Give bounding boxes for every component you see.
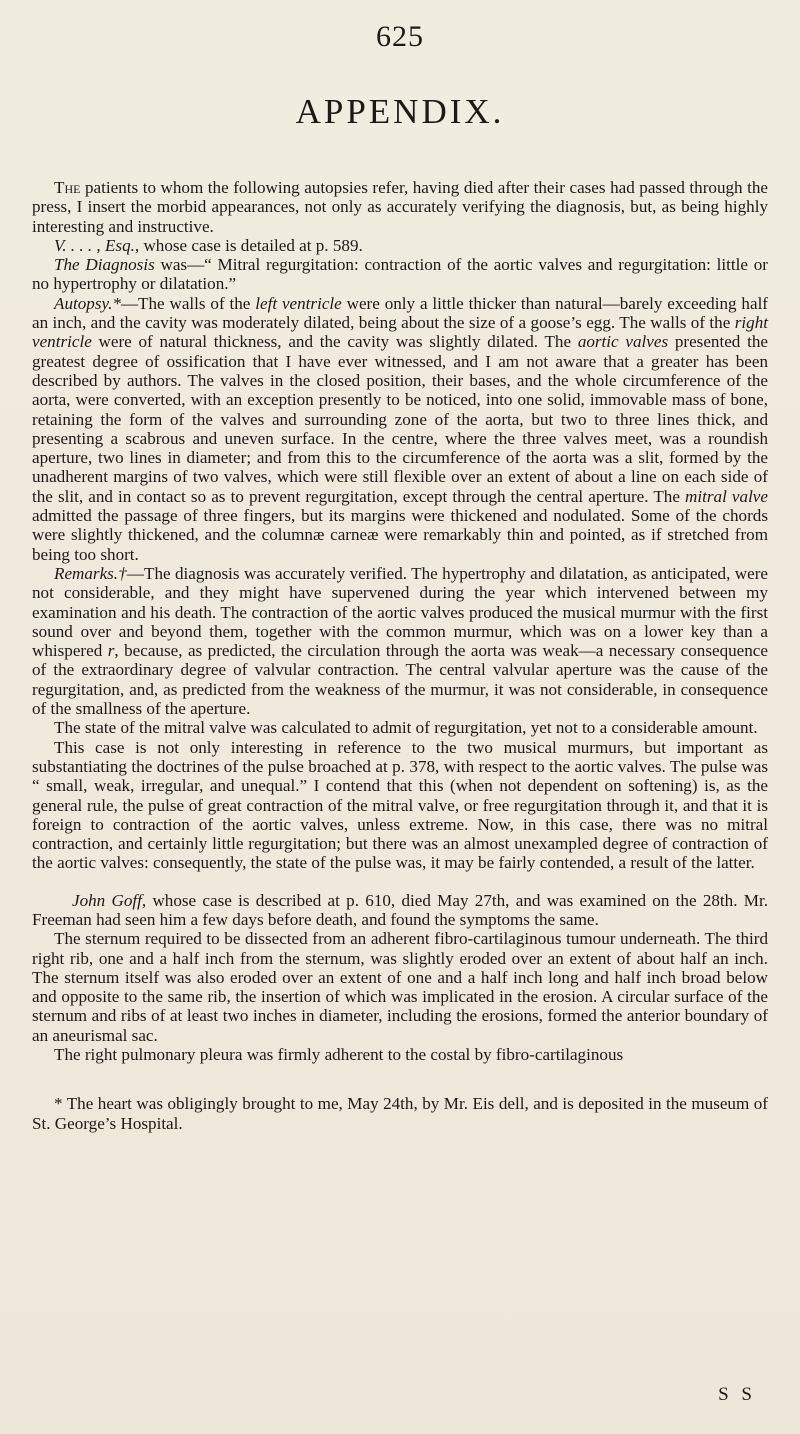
paragraph-text: patients to whom the following autopsies refer, having died after their cases had passed through the press, I insert the morbid appearances, not only as accurately verifying the diagnosis, but, as being highly interesting and instructive. (32, 178, 769, 236)
body-text (32, 178, 768, 1133)
italic-term: r (107, 641, 115, 661)
paragraph-case-interest: This case is not only interesting in reference to the two musical murmurs, but important as substantiating the doctrines of the pulse broached at p. 378, with respect to the aortic valves. The pulse was “ small, weak, irregular, and unequal.” I contend that this (when not dependent on softening) is, as the general rule, the pulse of great contraction of the mitral valve, or free regurgitation through it, and that it is foreign to contraction of the aortic valves, unless extreme. Now, in this case, there was no mitral contraction, and certainly little regurgitation; but there was an almost unexampled degree of contraction of the aortic valves: consequently, the state of the pulse was, it may be fairly contended, a result of the latter. (32, 737, 768, 873)
paragraph-mitral: The state of the mitral valve was calculated to admit of regurgitation, yet not to a considerable amount. (54, 718, 758, 738)
paragraph-sternum: The sternum required to be dissected from an adherent fibro-cartilaginous tumour underneath. The third right rib, one and a half inch from the sternum, was slightly eroded over an extent of about half an inch. The sternum itself was also eroded over an extent of one and a half inch long and half inch broad below and opposite to the same rib, the insertion of which was implicated in the erosion. A circular surface of the sternum and ribs of at least two inches in diameter, including the erosions, formed the anterior boundary of an aneurismal sac. (32, 929, 768, 1045)
text-run: were of natural thickness, and the cavity was slightly dilated. The (98, 332, 572, 352)
section-label: Remarks.† (54, 563, 127, 583)
text-run: admitted the passage of three fingers, but its margins were thickened and nodulated. Some of the chords were slightly thickened, and the columnæ carneæ were remarkably thin and pointed, as if stretched from being too short. (32, 506, 768, 564)
paragraph-intro (32, 178, 768, 236)
paragraph-autopsy (32, 294, 768, 564)
page-heading: APPENDIX. (295, 92, 505, 131)
italic-term: left ventricle (255, 293, 342, 313)
drop-word: The (54, 178, 81, 197)
footnote: * The heart was obligingly brought to me, May 24th, by Mr. Eis dell, and is deposited in the museum of St. George’s Hospital. (32, 1094, 768, 1133)
paragraph-text: whose case is detailed at p. 589. (143, 235, 363, 255)
page-number: 625 (376, 20, 424, 53)
paragraph-goff (32, 891, 768, 930)
text-run: , because, as predicted, the circulation through the aorta was weak—a necessary consequence of the extraordinary degree of valvular contraction. The central valvular aperture was the cause of the regurgitation, and, as predicted from the weakness of the murmur, it was not considerable, in consequence of the smallness of the aperture. (32, 641, 768, 719)
paragraph-remarks (32, 564, 768, 718)
section-label: Autopsy.* (54, 293, 121, 313)
patient-name: John Goff, (72, 890, 147, 910)
text-run: were only a little thicker than natural—barely exceeding half an inch, and the cavity was moderately dilated, being about the size of a goose’s egg. The walls of the (32, 293, 769, 333)
signature-mark: S S (718, 1384, 756, 1405)
paragraph-patient (32, 236, 768, 255)
paragraph-diagnosis (32, 255, 768, 294)
patient-name: V. . . . , Esq., (54, 235, 140, 255)
paragraph-text: was—“ Mitral regurgitation: contraction of the aortic valves and regurgitation: little or no hypertrophy or dilatation.” (32, 255, 768, 294)
italic-term: right ventricle (32, 313, 768, 352)
paragraph-text: whose case is described at p. 610, died May 27th, and was examined on the 28th. Mr. Freeman had seen him a few days before death, and found the symptoms the same. (32, 890, 768, 929)
italic-term: aortic valves (577, 332, 669, 352)
italic-term: mitral valve (685, 486, 768, 506)
paragraph-pleura: The right pulmonary pleura was firmly adherent to the costal by fibro-cartilaginous (54, 1045, 624, 1065)
section-label: The Diagnosis (54, 255, 155, 275)
text-run: —The walls of the (120, 293, 251, 313)
text-run: —The diagnosis was accurately verified. The hypertrophy and dilatation, as anticipated, were not considerable, and they might have supervened during the year which intervened between my examination and his death. The contraction of the aortic valves produced the musical murmur with the first sound over and beyond them, together with the common murmur, which was on a lower key than a whispered (32, 563, 768, 661)
text-run: presented the greatest degree of ossification that I have ever witnessed, and I am not aware that a greater has been described by authors. The valves in the closed position, their bases, and the whole circumference of the aorta, were converted, with an exception presently to be noticed, into one solid, immovable mass of bone, retaining the form of the valves and surrounding zone of the aorta, but two to three lines thick, and presenting a scabrous and uneven surface. In the centre, where the three valves meet, was a roundish aperture, two lines in diameter; and from this to the circumference of the aorta was a slit, formed by the unadherent margins of two valves, which were still flexible over an extent of about a line on each side of the slit, and in contact so as to prevent regurgitation, except through the central aperture. The (32, 332, 768, 506)
